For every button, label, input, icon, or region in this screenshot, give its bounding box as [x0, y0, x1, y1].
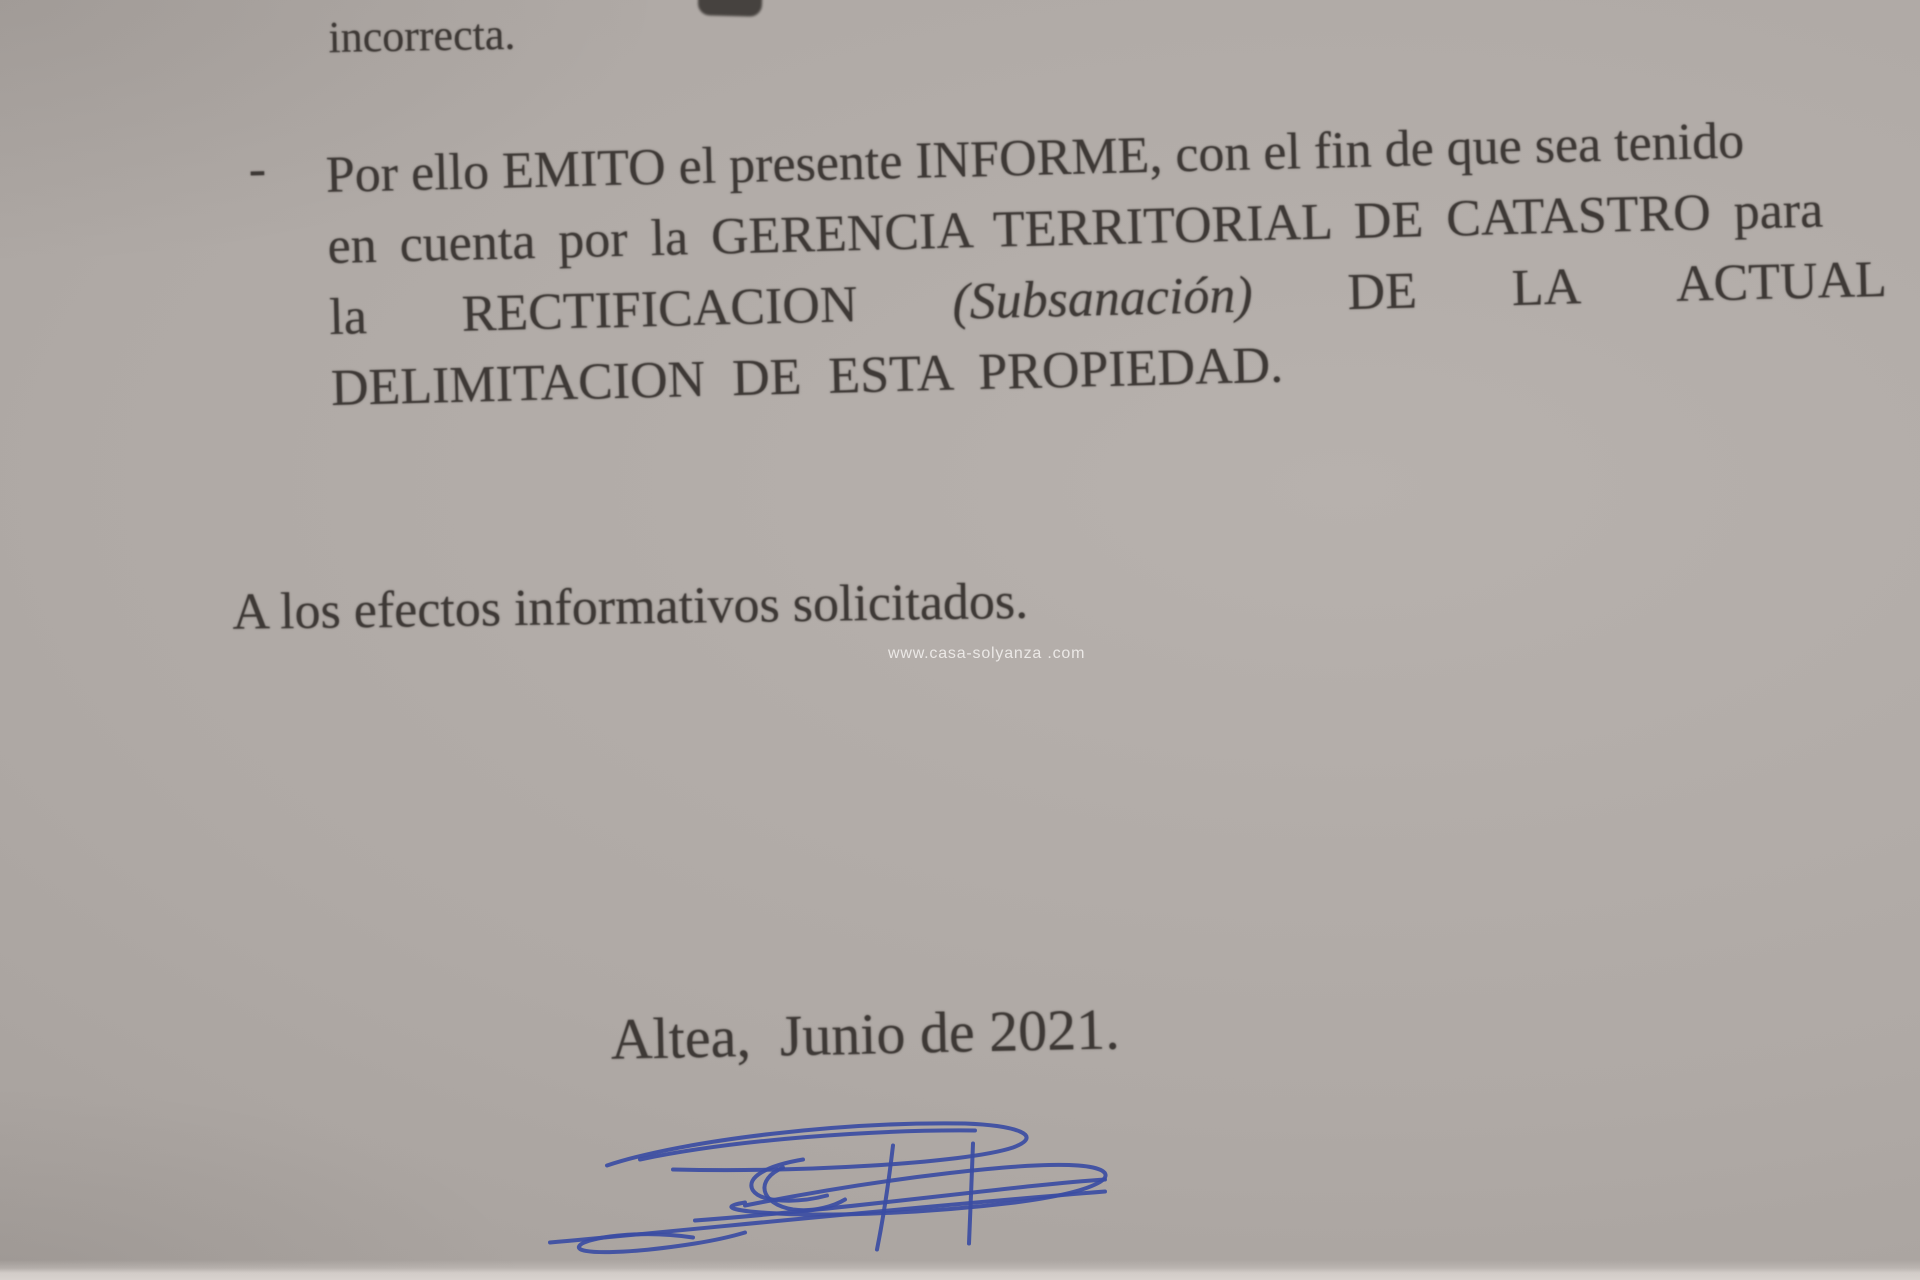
paragraph-line-4: DELIMITACION DE ESTA PROPIEDAD.	[330, 336, 1284, 418]
paragraph-lines	[325, 102, 1891, 424]
line3-word-rectificacion: RECTIFICACION	[461, 276, 859, 343]
line3-word-de: DE	[1346, 262, 1418, 322]
place-date-line: Altea, Junio de 2021.	[610, 996, 1121, 1072]
signature-scribble-icon	[545, 1116, 1125, 1274]
line3-word-actual: ACTUAL	[1675, 251, 1888, 314]
informe-paragraph	[248, 102, 1891, 426]
bullet-dash: -	[247, 140, 268, 198]
website-watermark: www.casa-solyanza .com	[888, 645, 1086, 662]
cropped-text-smudge	[698, 0, 763, 17]
closing-statement: A los efectos informativos solicitados.	[232, 572, 1029, 641]
paragraph-line-1: Por ello EMITO el presente INFORME, con el fin de que sea tenido	[325, 112, 1745, 205]
line3-word-subsanacion: (Subsanación)	[951, 266, 1254, 331]
line3-word-la2: LA	[1511, 258, 1582, 318]
paragraph-line-2: en cuenta por la GERENCIA TERRITORIAL DE CATASTRO para	[326, 181, 1824, 276]
paragraph-end-incorrecta: incorrecta.	[328, 9, 516, 62]
line3-word-la: la	[328, 288, 368, 347]
